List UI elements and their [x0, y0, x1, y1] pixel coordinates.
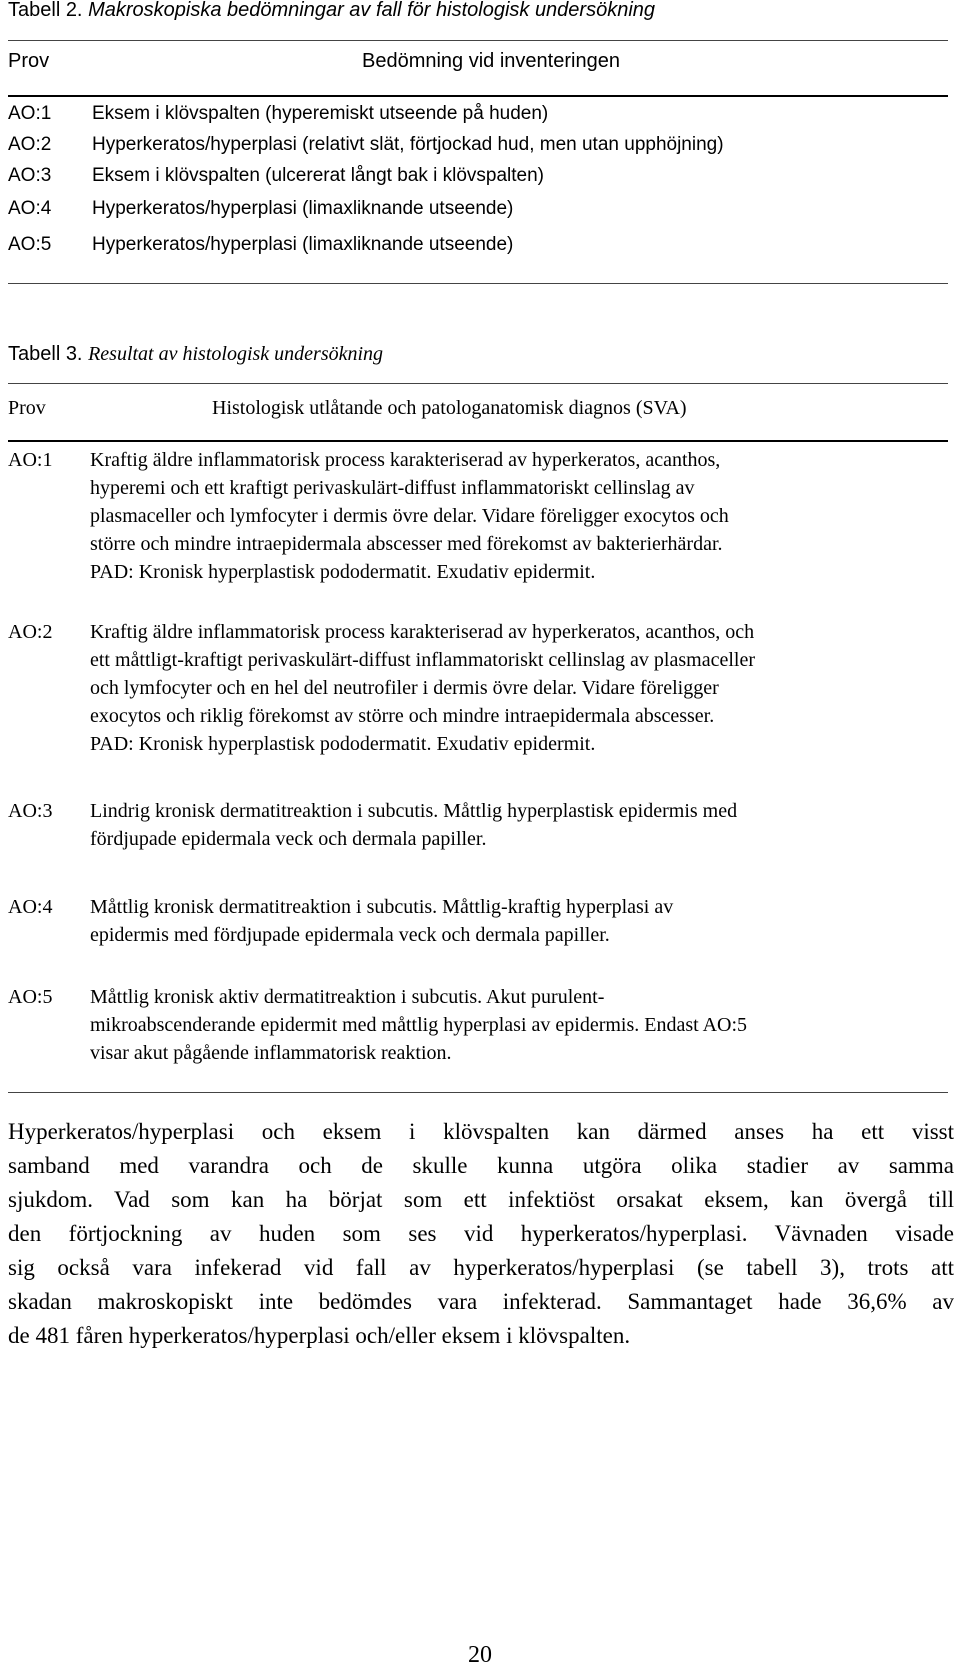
table3-row-line: ett måttligt-kraftigt perivaskulärt-diffust inflammatoriskt cellinslag av plasmaceller [90, 649, 755, 671]
table3-caption-title: Resultat av histologisk undersökning [88, 343, 384, 365]
table2-row-text: Hyperkeratos/hyperplasi (limaxliknande utseende) [92, 198, 514, 219]
table3-row-code: AO:5 [8, 986, 53, 1008]
table3-caption [8, 340, 383, 368]
table2-row-text: Eksem i klövspalten (ulcererat långt bak i klövspalten) [92, 165, 544, 186]
table2-row-code: AO:4 [8, 198, 52, 219]
paragraph-line: den förtjockning av huden som ses vid hyperkeratos/hyperplasi. Vävnaden visade [8, 1221, 954, 1246]
table2-row-text: Hyperkeratos/hyperplasi (limaxliknande utseende) [92, 234, 514, 255]
page-number: 20 [468, 1642, 492, 1668]
table3-row-line: mikroabscenderande epidermit med måttlig hyperplasi av epidermis. Endast AO:5 [90, 1014, 748, 1036]
table3-row-line: Lindrig kronisk dermatitreaktion i subcutis. Måttlig hyperplastisk epidermis med [90, 800, 738, 822]
body-paragraph [8, 1115, 954, 1353]
table3-header-rule [8, 440, 948, 442]
paragraph-line: samband med varandra och de skulle kunna utgöra olika stadier av samma [8, 1153, 954, 1178]
table3-row-code: AO:2 [8, 621, 53, 643]
table3-row-line: Kraftig äldre inflammatorisk process karakteriserad av hyperkeratos, acanthos, och [90, 621, 755, 643]
paragraph-line: sjukdom. Vad som kan ha börjat som ett infektiöst orsakat eksem, kan övergå till [8, 1187, 954, 1212]
table3-row-line: större och mindre intraepidermala abscesser med förekomst av bakterierhärdar. [90, 533, 723, 555]
table3-col-diagnosis: Histologisk utlåtande och patologanatomisk diagnos (SVA) [212, 397, 687, 419]
table3-row-line: fördjupade epidermala veck och dermala papiller. [90, 828, 487, 850]
table2-row-text: Hyperkeratos/hyperplasi (relativt slät, förtjockad hud, men utan upphöjning) [92, 134, 724, 155]
table3-col-prov: Prov [8, 397, 46, 419]
table2-row-code: AO:3 [8, 165, 52, 186]
table3-top-rule [8, 383, 948, 384]
paragraph-line: sig också vara infekerad vid fall av hyperkeratos/hyperplasi (se tabell 3), trots att [8, 1255, 954, 1280]
table3-row-line: exocytos och riklig förekomst av större och mindre intraepidermala abscesser. [90, 705, 715, 727]
table3-row-code: AO:1 [8, 449, 53, 471]
table3-row-line: hyperemi och ett kraftigt perivaskulärt-diffust inflammatoriskt cellinslag av [90, 477, 695, 499]
table3-bottom-rule [8, 1092, 948, 1093]
table2-caption [8, 0, 655, 24]
table3-row-line: Måttlig kronisk dermatitreaktion i subcutis. Måttlig-kraftig hyperplasi av [90, 896, 674, 918]
table3-row-line: och lymfocyter och en hel del neutrofiler i dermis övre delar. Vidare föreligger [90, 677, 719, 699]
paragraph-line: Hyperkeratos/hyperplasi och eksem i klövspalten kan därmed anses ha ett visst [8, 1119, 954, 1144]
table2-row-code: AO:1 [8, 103, 52, 124]
table2-bottom-rule [8, 283, 948, 284]
table2-row-text: Eksem i klövspalten (hyperemiskt utseende på huden) [92, 103, 549, 124]
paragraph-line: de 481 fåren hyperkeratos/hyperplasi och/eller eksem i klövspalten. [8, 1323, 631, 1348]
table3-caption-label: Tabell 3. [8, 343, 83, 365]
table2-top-rule [8, 40, 948, 41]
table2-row-code: AO:2 [8, 134, 52, 155]
table3-row-line: Kraftig äldre inflammatorisk process karakteriserad av hyperkeratos, acanthos, [90, 449, 721, 471]
table3-row-line: plasmaceller och lymfocyter i dermis övre delar. Vidare föreligger exocytos och [90, 505, 729, 527]
table3-row-text [90, 983, 950, 1067]
table2-col-prov: Prov [8, 50, 50, 72]
paragraph-line: skadan makroskopiskt inte bedömdes vara infekterad. Sammantaget hade 36,6% av [8, 1289, 954, 1314]
table2-col-assessment: Bedömning vid inventeringen [362, 50, 620, 72]
table3-row-line: epidermis med fördjupade epidermala veck och dermala papiller. [90, 924, 610, 946]
table2-row-code: AO:5 [8, 234, 52, 255]
table3-row-code: AO:4 [8, 896, 53, 918]
table3-row-line: PAD: Kronisk hyperplastisk pododermatit. Exudativ epidermit. [90, 561, 596, 583]
table3-row-text [90, 893, 950, 949]
table3-row-line: PAD: Kronisk hyperplastisk pododermatit. Exudativ epidermit. [90, 733, 596, 755]
table3-row-code: AO:3 [8, 800, 53, 822]
table3-row-line: visar akut pågående inflammatorisk reaktion. [90, 1042, 452, 1064]
table2-caption-title: Makroskopiska bedömningar av fall för histologisk undersökning [88, 0, 656, 21]
table3-row-text [90, 446, 950, 586]
table3-row-line: Måttlig kronisk aktiv dermatitreaktion i subcutis. Akut purulent- [90, 986, 605, 1008]
table3-row-text [90, 797, 950, 853]
table3-row-text [90, 618, 950, 758]
table2-caption-label: Tabell 2. [8, 0, 83, 21]
